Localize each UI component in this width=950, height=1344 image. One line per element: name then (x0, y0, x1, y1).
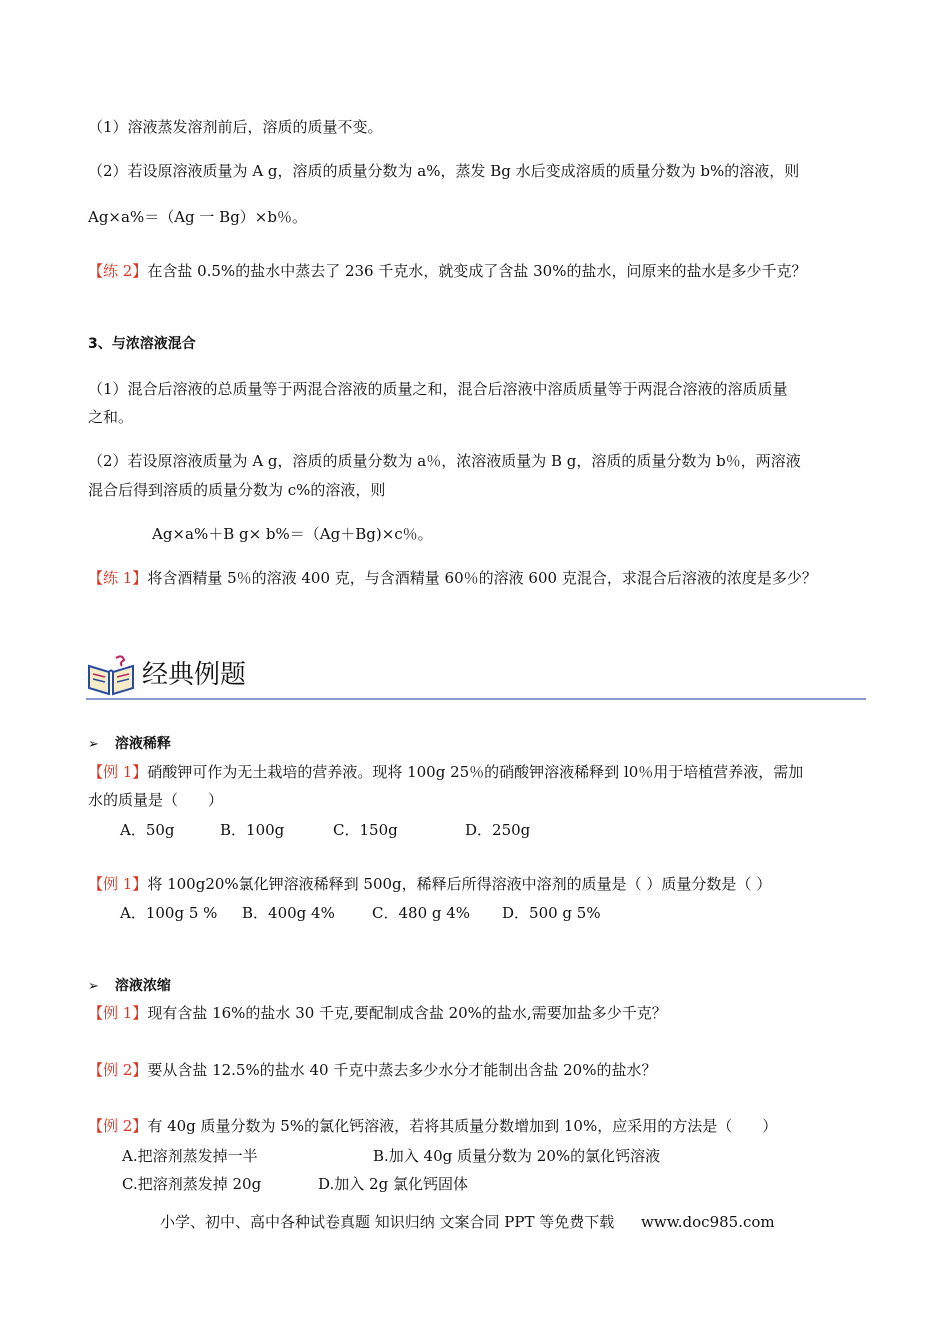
option-c: C．150g (333, 821, 398, 839)
evaporation-formula: Ag×a%＝（Ag 一 Bg）×b％。 (88, 208, 307, 226)
practice-tag: 【练 2】 (88, 262, 148, 280)
example-text: 硝酸钾可作为无土栽培的营养液。现将 100g 25％的硝酸钾溶液稀释到 l0％用于培植营养液，需加 (147, 763, 804, 781)
example-tag: 【例 2】 (88, 1061, 148, 1079)
option-b: B．100g (220, 821, 285, 839)
mixing-formula: Ag×a%＋B g× b%＝（Ag＋Bg)×c％。 (152, 525, 433, 543)
option-b: B．400g 4% (242, 904, 335, 922)
footer-text: 小学、初中、高中各种试卷真题 知识归纳 文案合同 PPT 等免费下载 (160, 1213, 615, 1231)
mixing-rule-2-line-1: （2）若设原溶液质量为 A g，溶质的质量分数为 a％，浓溶液质量为 B g，溶质的质量分数为 b％，两溶液 (88, 452, 801, 470)
dilution-example-2 (88, 873, 771, 895)
section-divider (86, 698, 866, 700)
example-tag: 【例 2】 (88, 1117, 148, 1135)
example-tag: 【例 1】 (88, 875, 148, 893)
evaporation-rule-2: （2）若设原溶液质量为 A g，溶质的质量分数为 a%，蒸发 Bg 水后变成溶质的质量分数为 b%的溶液，则 (88, 162, 800, 180)
section-header (86, 648, 866, 704)
option-a: A.把溶剂蒸发掉一半 (122, 1147, 258, 1165)
page-footer (160, 1211, 775, 1232)
example-text: 现有含盐 16%的盐水 30 千克,要配制成含盐 20%的盐水,需要加盐多少千克？ (147, 1004, 667, 1022)
option-a: A．100g 5 % (120, 904, 218, 922)
arrow-bullet-icon: ➢ (88, 737, 99, 752)
evaporation-rule-1: （1）溶液蒸发溶剂前后，溶质的质量不变。 (88, 118, 383, 136)
practice-1 (88, 567, 817, 589)
option-c: C.把溶剂蒸发掉 20g (122, 1175, 262, 1193)
option-d: D．500 g 5% (502, 904, 601, 922)
practice-text: 将含酒精量 5％的溶液 400 克，与含酒精量 60％的溶液 600 克混合，求混合后溶液的浓度是多少？ (147, 569, 817, 587)
example-text: 要从含盐 12.5%的盐水 40 千克中蒸去多少水分才能制出含盐 20%的盐水？ (147, 1061, 657, 1079)
arrow-bullet-icon: ➢ (88, 979, 99, 994)
example-tag: 【例 1】 (88, 1004, 148, 1022)
practice-text: 在含盐 0.5%的盐水中蒸去了 236 千克水，就变成了含盐 30%的盐水，问原来的盐水是多少千克？ (147, 262, 807, 280)
concentration-example-1 (88, 1002, 667, 1024)
option-a: A．50g (120, 821, 175, 839)
open-book-icon (86, 652, 136, 696)
option-b: B.加入 40g 质量分数为 20%的氯化钙溶液 (373, 1147, 661, 1165)
dilution-heading (88, 733, 171, 756)
mixing-rule-1-line-1: （1）混合后溶液的总质量等于两混合溶液的质量之和，混合后溶液中溶质质量等于两混合溶液的溶质质量 (88, 380, 788, 398)
example-text: 将 100g20%氯化钾溶液稀释到 500g，稀释后所得溶液中溶剂的质量是（ ）质量分数是（ ） (147, 875, 772, 893)
practice-tag: 【练 1】 (88, 569, 148, 587)
concentration-example-2 (88, 1059, 656, 1081)
example-tag: 【例 1】 (88, 763, 148, 781)
option-c: C．480 g 4% (372, 904, 471, 922)
concentration-heading (88, 975, 171, 998)
footer-url[interactable]: www.doc985.com (641, 1213, 775, 1231)
mixing-heading: 3、与浓溶液混合 (88, 336, 196, 352)
concentration-heading-text: 溶液浓缩 (114, 978, 171, 994)
mixing-rule-2-line-2: 混合后得到溶质的质量分数为 c%的溶液，则 (88, 481, 386, 499)
practice-2 (88, 260, 806, 282)
mixing-rule-1-line-2: 之和。 (88, 408, 134, 426)
dilution-example-1-line-1 (88, 761, 803, 783)
option-d: D．250g (465, 821, 531, 839)
option-d: D.加入 2g 氯化钙固体 (318, 1175, 468, 1193)
example-text: 有 40g 质量分数为 5%的氯化钙溶液，若将其质量分数增加到 10%，应采用的方法是（ ） (147, 1117, 778, 1135)
concentration-example-3 (88, 1115, 777, 1137)
dilution-heading-text: 溶液稀释 (114, 736, 171, 752)
section-title: 经典例题 (142, 660, 247, 690)
dilution-example-1-line-2: 水的质量是（ ） (88, 791, 224, 809)
